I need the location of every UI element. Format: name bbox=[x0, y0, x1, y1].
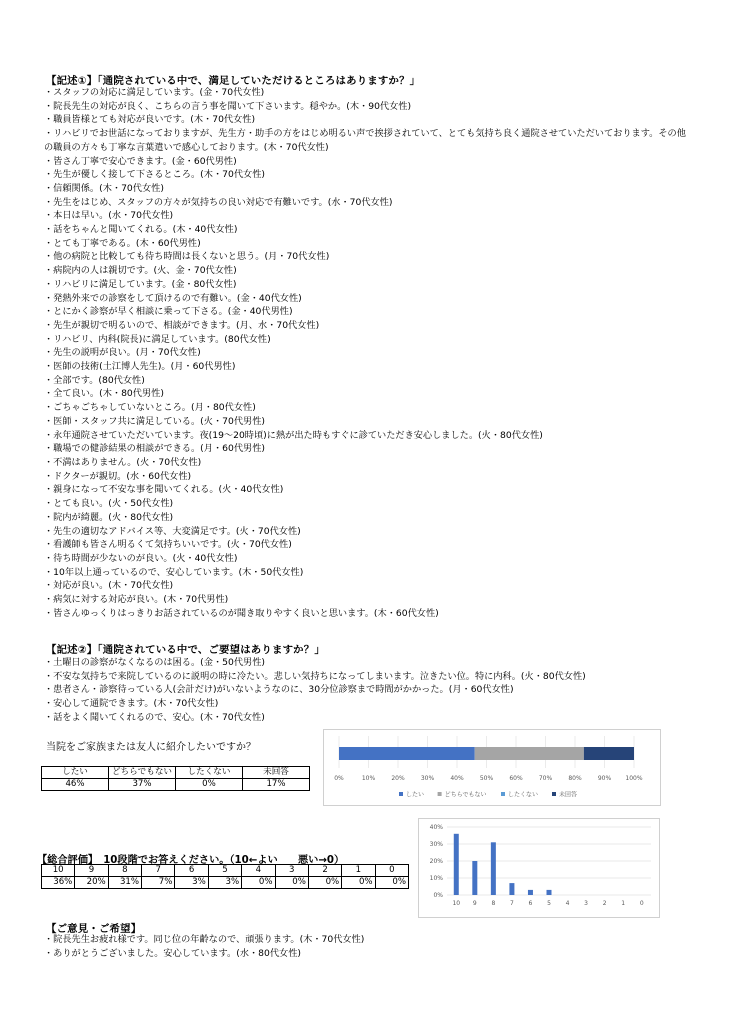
legend-label: したくない bbox=[508, 791, 539, 799]
x-tick-label: 10 bbox=[452, 900, 461, 907]
list-item: ・スタッフの対応に満足しています。(金・70代女性) bbox=[44, 87, 265, 98]
list-item: ・先生が優しく接して下さるところ。(木・70代女性) bbox=[44, 169, 265, 181]
table-header: 3 bbox=[275, 865, 308, 877]
y-tick-label: 0% bbox=[433, 892, 443, 899]
table-header: 2 bbox=[308, 865, 341, 877]
table-row bbox=[42, 865, 409, 877]
legend-swatch bbox=[438, 792, 442, 796]
list-item: ・医師の技術(土江博人先生)。(月・60代男性) bbox=[44, 361, 236, 373]
share-question: 当院をご家族または友人に紹介したいですか？ bbox=[46, 742, 256, 753]
list-item: ・土曜日の診察がなくなるのは困る。(金・50代男性) bbox=[44, 657, 265, 668]
list-item: ・不満はありません。(火・70代女性) bbox=[44, 456, 202, 468]
table-header: したくない bbox=[176, 767, 243, 779]
table-row bbox=[42, 767, 310, 779]
table-cell: 37% bbox=[109, 779, 176, 791]
list-item: ・とても良い。(火・50代女性) bbox=[44, 498, 174, 510]
bar-segment-したい bbox=[339, 747, 475, 760]
list-item: ・不安な気持ちで来院しているのに説明の時に冷たい。悲しい気持ちになってしまいます。泣きたい位。特に内科。(火・80代女性) bbox=[44, 670, 586, 682]
x-tick-label: 90% bbox=[597, 775, 612, 782]
x-tick-label: 2 bbox=[602, 900, 607, 907]
list-item: ・信頼関係。(木・70代女性) bbox=[44, 182, 164, 194]
list-item: ・皆さん丁寧で安心できます。(金・60代男性) bbox=[44, 155, 237, 167]
table-cell: 3% bbox=[208, 877, 241, 889]
list-item: ・先生をはじめ、スタッフの方々が気持ちの良い対応で有難いです。(水・70代女性) bbox=[44, 196, 393, 208]
bar-9 bbox=[472, 861, 477, 895]
table-header: 6 bbox=[175, 865, 208, 877]
x-tick-label: 20% bbox=[391, 775, 405, 782]
share-table bbox=[41, 766, 310, 791]
x-tick-label: 40% bbox=[450, 775, 464, 782]
bar-8 bbox=[491, 842, 496, 895]
list-item: ・病気に対する対応が良い。(木・70代男性) bbox=[44, 594, 229, 606]
list-item: ・先生の適切なアドバイス等、大変満足です。(火・70代女性) bbox=[44, 525, 301, 537]
list-item: ・10年以上通っているので、安心しています。(木・50代女性) bbox=[44, 566, 304, 578]
legend-swatch bbox=[399, 792, 403, 796]
request-list bbox=[44, 656, 689, 725]
y-tick-label: 20% bbox=[429, 858, 443, 865]
x-tick-label: 10% bbox=[361, 775, 376, 782]
y-tick-label: 10% bbox=[429, 875, 443, 882]
list-item: ・患者さん・診察待っている人(会計だけ)がいないようなのに、30分位診察まで時間がかかった。(月・60代女性) bbox=[44, 684, 514, 696]
bar-6 bbox=[528, 890, 533, 895]
list-item: ・先生が親切で明るいので、相談ができます。(月、水・70代女性) bbox=[44, 319, 320, 331]
x-tick-label: 7 bbox=[509, 900, 514, 907]
list-item: ・リハビリ、内科(院長)に満足しています。(80代女性) bbox=[44, 333, 271, 345]
list-item: ・病院内の人は親切です。(火、金・70代女性) bbox=[44, 265, 237, 277]
table-header: 10 bbox=[42, 865, 75, 877]
table-cell: 46% bbox=[42, 779, 109, 791]
x-tick-label: 60% bbox=[509, 775, 523, 782]
table-header: 7 bbox=[142, 865, 175, 877]
legend-swatch bbox=[501, 792, 505, 796]
section1-title: 【記述①】「通院されている中で、満足していただけるところはありますか？」 bbox=[46, 75, 421, 87]
score-chart bbox=[418, 818, 660, 918]
list-item: ・とにかく診察が早く相談に乗って下さる。(金・40代男性) bbox=[44, 306, 293, 318]
score-table bbox=[41, 864, 409, 889]
legend-label: どちらでもない bbox=[444, 791, 487, 799]
list-item: ・リハビリに満足しています。(金・80代女性) bbox=[44, 278, 237, 290]
table-cell: 17% bbox=[243, 779, 310, 791]
list-item: ・話をよく聞いてくれるので、安心。(木・70代女性) bbox=[44, 711, 265, 723]
legend-label: 未回答 bbox=[559, 791, 578, 799]
table-cell: 0% bbox=[308, 877, 341, 889]
x-tick-label: 0 bbox=[639, 900, 644, 907]
list-item: ・先生の説明が良い。(月・70代女性) bbox=[44, 347, 201, 359]
x-tick-label: 70% bbox=[538, 775, 553, 782]
table-header: 5 bbox=[208, 865, 241, 877]
x-tick-label: 5 bbox=[547, 900, 551, 907]
table-header: 0 bbox=[375, 865, 408, 877]
list-item: ・親身になって不安な事を聞いてくれる。(火・40代女性) bbox=[44, 484, 284, 496]
table-header: どちらでもない bbox=[109, 767, 176, 779]
x-tick-label: 30% bbox=[420, 775, 435, 782]
comment-list bbox=[44, 933, 689, 960]
table-row bbox=[42, 779, 310, 791]
legend-swatch bbox=[552, 792, 556, 796]
score-chart-svg bbox=[419, 819, 659, 917]
table-cell: 0% bbox=[375, 877, 408, 889]
list-item: ・ごちゃごちゃしていないところ。(月・80代女性) bbox=[44, 402, 256, 414]
satisfaction-list bbox=[44, 86, 689, 620]
list-item: ・永年通院させていただいています。夜(19～20時頃)に熱が出た時もすぐに診ていただき安心しました。(火・80代女性) bbox=[44, 429, 543, 441]
table-header: 8 bbox=[108, 865, 141, 877]
list-item: ・職場での健診結果の相談ができる。(月・60代男性) bbox=[44, 443, 265, 455]
x-tick-label: 50% bbox=[479, 775, 494, 782]
x-tick-label: 8 bbox=[491, 900, 496, 907]
x-tick-label: 100% bbox=[625, 775, 643, 782]
table-cell: 31% bbox=[108, 877, 141, 889]
table-header: 9 bbox=[75, 865, 108, 877]
section3-title: 【ご意見・ご希望】 bbox=[46, 923, 142, 935]
x-tick-label: 3 bbox=[584, 900, 589, 907]
x-tick-label: 0% bbox=[334, 775, 344, 782]
list-item: ・他の病院と比較しても待ち時間は長くないと思う。(月・70代女性) bbox=[44, 251, 330, 263]
list-item: ・ありがとうございました。安心しています。(水・80代女性) bbox=[44, 947, 301, 959]
list-item: ・とても丁寧である。(木・60代男性) bbox=[44, 237, 201, 249]
share-chart bbox=[323, 729, 661, 806]
table-cell: 36% bbox=[42, 877, 75, 889]
table-header: 1 bbox=[342, 865, 375, 877]
x-tick-label: 6 bbox=[528, 900, 533, 907]
table-header: したい bbox=[42, 767, 109, 779]
x-tick-label: 4 bbox=[565, 900, 570, 907]
table-header: 4 bbox=[242, 865, 275, 877]
list-item: ・院長先生お疲れ様です。同じ位の年齢なので、頑張ります。(木・70代女性) bbox=[44, 934, 365, 945]
table-cell: 0% bbox=[342, 877, 375, 889]
list-item: ・ドクターが親切。(水・60代女性) bbox=[44, 470, 192, 482]
list-item: ・安心して通院できます。(木・70代女性) bbox=[44, 698, 219, 710]
list-item: ・院長先生の対応が良く、こちらの言う事を聞いて下さいます。穏やか。(木・90代女性) bbox=[44, 100, 412, 112]
y-tick-label: 30% bbox=[429, 841, 443, 848]
table-cell: 20% bbox=[75, 877, 108, 889]
list-item: ・職員皆様とても対応が良いです。(木・70代女性) bbox=[44, 114, 256, 126]
list-item: ・発熱外来での診察をして頂けるので有難い。(金・40代女性) bbox=[44, 292, 302, 304]
list-item: ・皆さんゆっくりはっきりお話されているのが聞き取りやすく良いと思います。(木・60代女性) bbox=[44, 607, 439, 619]
x-tick-label: 1 bbox=[621, 900, 626, 907]
bar-segment-どちらでもない bbox=[475, 747, 584, 760]
list-item: ・対応が良い。(木・70代女性) bbox=[44, 580, 174, 592]
list-item: ・院内が綺麗。(火・80代女性) bbox=[44, 511, 174, 523]
list-item: ・待ち時間が少ないのが良い。(火・40代女性) bbox=[44, 552, 238, 564]
score-title: 【総合評価】 10段階でお答えください。（10←よい 悪い→0） bbox=[37, 855, 345, 866]
list-item: ・リハビリでお世話になっておりますが、先生方・助手の方をはじめ明るい声で挨拶されていて、とても気持ち良く通院させていただいております。その他の職員の方々も丁寧な言葉遣いで感心しております。(木・70代女性) bbox=[44, 128, 686, 153]
table-row bbox=[42, 877, 409, 889]
y-tick-label: 40% bbox=[429, 824, 443, 831]
list-item: ・話をちゃんと聞いてくれる。(木・40代女性) bbox=[44, 224, 238, 236]
bar-7 bbox=[509, 883, 514, 895]
list-item: ・全部です。(80代女性) bbox=[44, 374, 145, 386]
bar-5 bbox=[547, 890, 552, 895]
list-item: ・看護師も皆さん明るくて気持ちいいです。(火・70代女性) bbox=[44, 539, 292, 551]
table-cell: 0% bbox=[176, 779, 243, 791]
list-item: ・本日は早い。(水・70代女性) bbox=[44, 210, 174, 222]
section2-title: 【記述②】「通院されている中で、ご要望はありますか？」 bbox=[46, 644, 325, 656]
table-cell: 0% bbox=[242, 877, 275, 889]
bar-10 bbox=[454, 834, 459, 895]
list-item: ・全て良い。(木・80代男性) bbox=[44, 388, 164, 400]
table-header: 未回答 bbox=[243, 767, 310, 779]
list-item: ・医師・スタッフ共に満足している。(火・70代男性) bbox=[44, 415, 265, 427]
x-tick-label: 80% bbox=[568, 775, 582, 782]
table-cell: 7% bbox=[142, 877, 175, 889]
bar-segment-未回答 bbox=[584, 747, 634, 760]
x-tick-label: 9 bbox=[472, 900, 477, 907]
legend-label: したい bbox=[406, 791, 425, 799]
share-chart-svg bbox=[324, 730, 660, 805]
table-cell: 3% bbox=[175, 877, 208, 889]
table-cell: 0% bbox=[275, 877, 308, 889]
